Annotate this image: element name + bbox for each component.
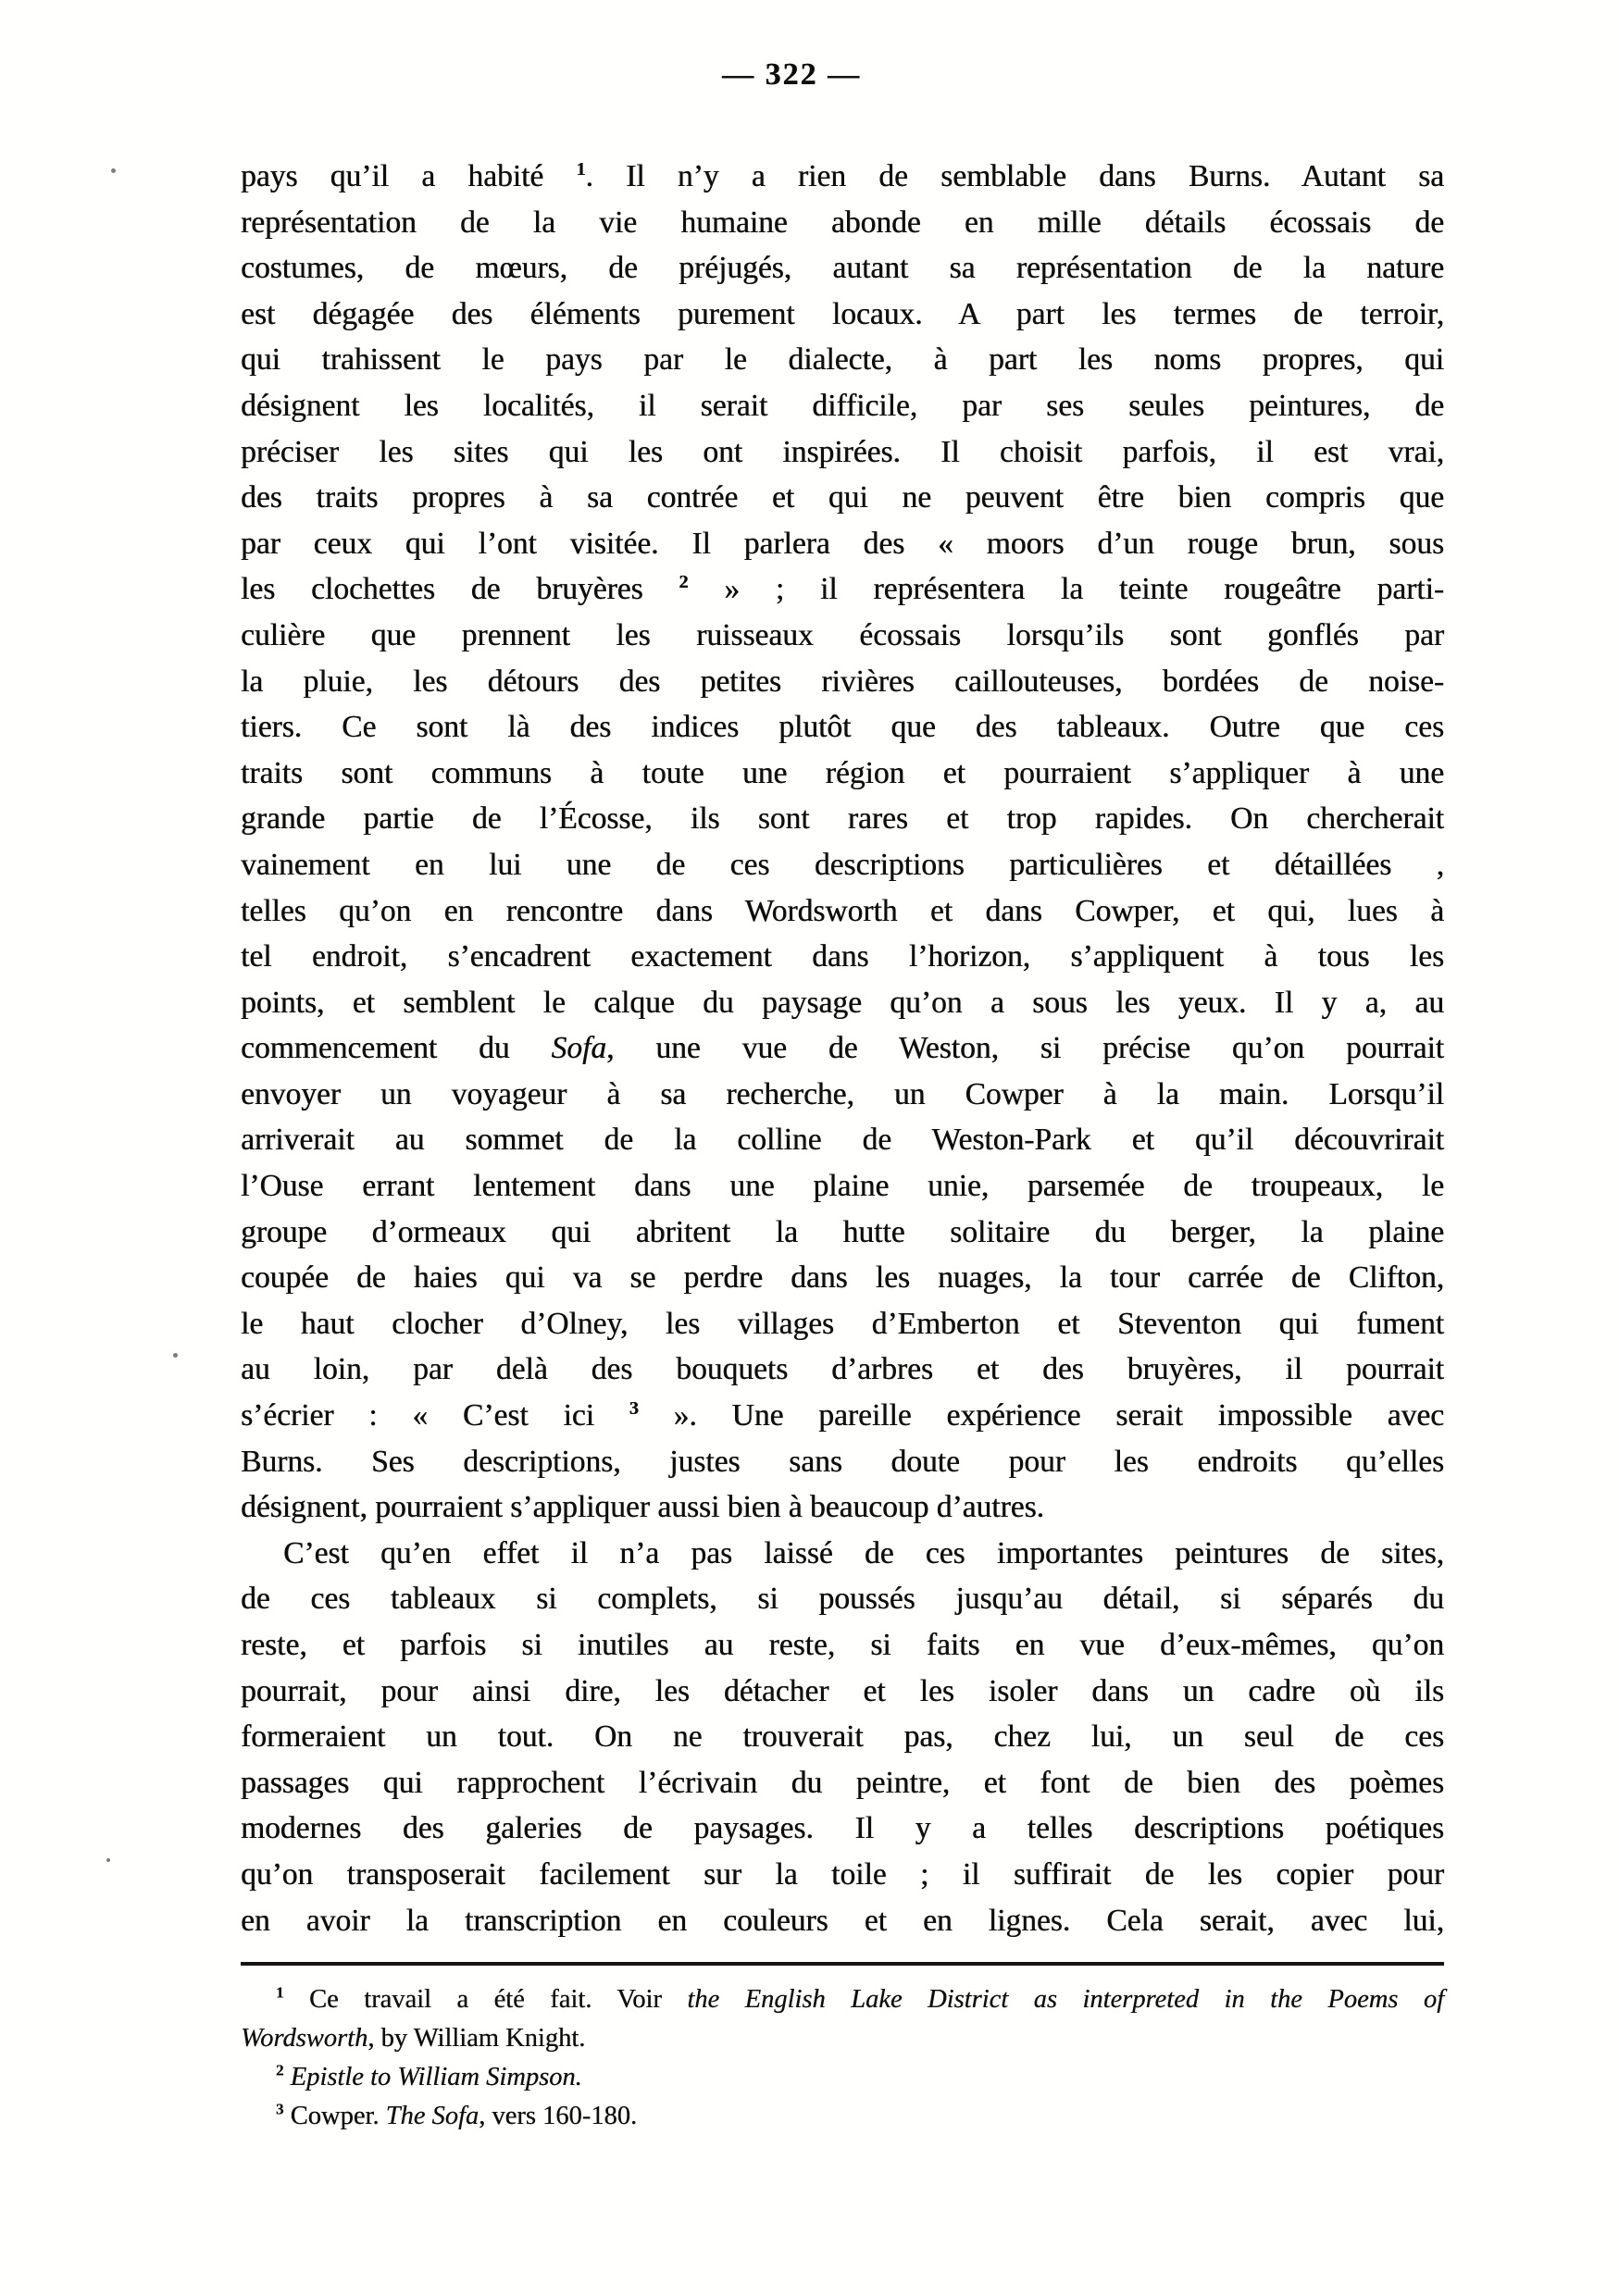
text-line <box>241 566 1444 613</box>
text-segment: pays qu’il a habité <box>241 159 577 193</box>
text-segment: désignent les localités, il serait difficile, par ses seules peintures, de <box>241 388 1444 423</box>
text-line <box>241 1714 1444 1760</box>
text-segment: qui trahissent le pays par le dialecte, à part les noms propres, qui <box>241 342 1444 378</box>
text-line <box>241 704 1444 751</box>
text-segment: tel endroit, s’encadrent exactement dans l’horizon, s’appliquent à tous les <box>241 939 1444 974</box>
text-line <box>241 1025 1444 1072</box>
text-segment: le haut clocher d’Olney, les villages d’Emberton et Steventon qui fument <box>241 1306 1444 1341</box>
footnote <box>241 1980 1444 2058</box>
text-segment: reste, et parfois si inutiles au reste, si faits en vue d’eux-mêmes, qu’on <box>241 1628 1444 1662</box>
text-line <box>241 1439 1444 1485</box>
text-segment: la pluie, les détours des petites rivières caillouteuses, bordées de noise- <box>241 664 1444 699</box>
text-block <box>241 154 1444 1943</box>
text-line <box>241 1806 1444 1852</box>
text-line <box>241 1117 1444 1163</box>
text-line <box>241 1255 1444 1301</box>
text-line <box>241 1393 1444 1439</box>
text-segment: , vers 160-180. <box>479 2102 638 2130</box>
text-segment: Ce travail a été fait. Voir <box>283 1985 688 2014</box>
text-line <box>241 521 1444 567</box>
text-segment: s’écrier : « C’est ici <box>241 1398 629 1433</box>
footnote-rule <box>241 1962 1444 1966</box>
text-segment: » ; il représentera la teinte rougeâtre parti- <box>688 572 1444 607</box>
text-line <box>241 1301 1444 1347</box>
text-segment: commencement du <box>241 1031 552 1066</box>
text-segment: traits sont communs à toute une région et pourraient s’appliquer à une <box>241 755 1444 790</box>
text-segment: qu’on transposerait facilement sur la toile ; il suffirait de les copier pour <box>241 1856 1444 1892</box>
footnote-ref: 1 <box>276 1983 284 2002</box>
text-line <box>241 1072 1444 1118</box>
text-line <box>241 613 1444 659</box>
paragraph <box>241 1531 1444 1943</box>
text-line <box>241 1210 1444 1256</box>
text-line <box>241 1531 1444 1577</box>
text-line <box>241 429 1444 476</box>
text-segment: costumes, de mœurs, de préjugés, autant sa représentation de la nature <box>241 251 1444 286</box>
footnote <box>241 2097 1444 2136</box>
text-segment: désignent, pourraient s’appliquer aussi bien à beaucoup d’autres. <box>241 1490 1044 1525</box>
scan-speck <box>173 1353 178 1358</box>
text-line <box>241 1163 1444 1210</box>
text-segment: est dégagée des éléments purement locaux. A part les termes de terroir, <box>241 296 1444 331</box>
text-line <box>241 751 1444 797</box>
text-segment: The Sofa <box>385 2102 479 2130</box>
text-line <box>241 1347 1444 1393</box>
text-line <box>241 1669 1444 1715</box>
text-line <box>241 1760 1444 1806</box>
text-segment: Cowper. <box>283 2102 386 2130</box>
text-segment: préciser les sites qui les ont inspirées. Il choisit parfois, il est vrai, <box>241 434 1444 469</box>
text-segment: vainement en lui une de ces descriptions particulières et détaillées , <box>241 847 1444 882</box>
text-segment: les clochettes de bruyères <box>241 572 679 607</box>
footnote-line <box>241 2058 1444 2097</box>
footnotes-block <box>241 1980 1444 2136</box>
footnote-line <box>241 2019 1444 2058</box>
text-line <box>241 842 1444 888</box>
text-segment: Burns. Ses descriptions, justes sans doute pour les endroits qu’elles <box>241 1444 1444 1479</box>
footnote-ref: 2 <box>276 2061 284 2079</box>
page-number: — 322 — <box>722 57 861 92</box>
text-segment: pourrait, pour ainsi dire, les détacher et les isoler dans un cadre où ils <box>241 1673 1444 1708</box>
text-line <box>241 1852 1444 1898</box>
text-segment: the English Lake District as interpreted in the Poems of <box>687 1985 1444 2014</box>
text-segment: tiers. Ce sont là des indices plutôt que des tableaux. Outre que ces <box>241 710 1444 745</box>
text-line <box>241 796 1444 842</box>
text-line <box>241 383 1444 429</box>
footnote-ref: 2 <box>679 572 689 593</box>
text-segment: arriverait au sommet de la colline de Weston-Park et qu’il découvrirait <box>241 1123 1444 1158</box>
text-segment: envoyer un voyageur à sa recherche, un Cowper à la main. Lorsqu’il <box>241 1076 1444 1111</box>
scan-speck <box>106 1858 110 1862</box>
text-segment: culière que prennent les ruisseaux écossais lorsqu’ils sont gonflés par <box>241 617 1444 652</box>
text-line <box>241 888 1444 935</box>
text-segment: groupe d’ormeaux qui abritent la hutte solitaire du berger, la plaine <box>241 1214 1444 1249</box>
text-segment: modernes des galeries de paysages. Il y a telles descriptions poétiques <box>241 1811 1444 1846</box>
text-segment: représentation de la vie humaine abonde en mille détails écossais de <box>241 205 1444 240</box>
text-line <box>241 1484 1444 1531</box>
text-segment: C’est qu’en effet il n’a pas laissé de ces importantes peintures de sites, <box>283 1535 1444 1570</box>
text-segment: grande partie de l’Écosse, ils sont rares et trop rapides. On chercherait <box>241 801 1444 837</box>
text-segment: points, et semblent le calque du paysage qu’on a sous les yeux. Il y a, au <box>241 985 1444 1020</box>
text-line <box>241 154 1444 200</box>
text-line <box>241 245 1444 292</box>
text-line <box>241 1898 1444 1944</box>
text-segment: Wordsworth <box>241 2024 368 2053</box>
text-line <box>241 980 1444 1026</box>
text-segment: formeraient un tout. On ne trouverait pas, chez lui, un seul de ces <box>241 1719 1444 1755</box>
text-line <box>241 292 1444 338</box>
text-segment: en avoir la transcription en couleurs et en lignes. Cela serait, avec lui, <box>241 1903 1444 1938</box>
text-line <box>241 1576 1444 1622</box>
text-segment: de ces tableaux si complets, si poussés jusqu’au détail, si séparés du <box>241 1582 1444 1617</box>
text-segment <box>284 2063 291 2091</box>
text-line <box>241 337 1444 383</box>
text-line <box>241 200 1444 246</box>
paragraph <box>241 154 1444 1531</box>
footnote-ref: 3 <box>276 2100 284 2118</box>
text-segment: passages qui rapprochent l’écrivain du peintre, et font de bien des poèmes <box>241 1765 1444 1800</box>
footnote-line <box>241 2097 1444 2136</box>
text-line <box>241 659 1444 705</box>
text-segment: Epistle to William Simpson. <box>290 2063 582 2091</box>
text-segment: par ceux qui l’ont visitée. Il parlera des « moors d’un rouge brun, sous <box>241 526 1444 561</box>
text-segment: ». Une pareille expérience serait impossible avec <box>638 1398 1444 1433</box>
scan-speck <box>111 168 116 173</box>
text-segment: au loin, par delà des bouquets d’arbres et des bruyères, il pourrait <box>241 1352 1444 1387</box>
text-segment: , une vue de Weston, si précise qu’on pourrait <box>606 1031 1444 1066</box>
text-line <box>241 1622 1444 1669</box>
text-line <box>241 934 1444 980</box>
footnote-ref: 1 <box>576 158 586 180</box>
footnote-line <box>241 1980 1444 2019</box>
text-line <box>241 475 1444 521</box>
text-segment: coupée de haies qui va se perdre dans les nuages, la tour carrée de Clifton, <box>241 1260 1444 1296</box>
text-segment: des traits propres à sa contrée et qui ne peuvent être bien compris que <box>241 480 1444 515</box>
text-segment: , by William Knight. <box>367 2024 586 2053</box>
text-segment: . Il n’y a rien de semblable dans Burns. Autant sa <box>585 159 1444 193</box>
text-segment: Sofa <box>551 1031 606 1066</box>
footnote-ref: 3 <box>629 1397 639 1419</box>
text-segment: telles qu’on en rencontre dans Wordsworth et dans Cowper, et qui, lues à <box>241 893 1444 928</box>
footnote <box>241 2058 1444 2097</box>
text-segment: l’Ouse errant lentement dans une plaine unie, parsemée de troupeaux, le <box>241 1169 1444 1204</box>
